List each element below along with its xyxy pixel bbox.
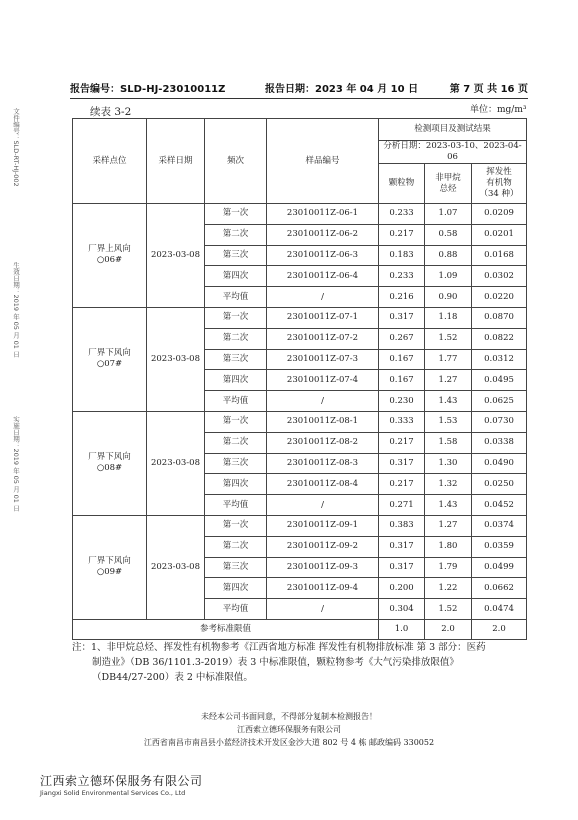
cell-nmhc: 1.79 (425, 557, 472, 578)
cell-freq: 第三次 (205, 245, 267, 266)
cell-nmhc: 1.80 (425, 536, 472, 557)
cell-pm: 0.167 (379, 370, 425, 391)
cell-nmhc: 1.58 (425, 432, 472, 453)
cell-freq: 第二次 (205, 536, 267, 557)
header-site: 采样点位 (73, 119, 147, 204)
cell-freq: 第四次 (205, 266, 267, 287)
limit-label: 参考标准限值 (73, 619, 379, 639)
cell-sample: 23010011Z-07-2 (267, 328, 379, 349)
cell-voc: 0.0220 (472, 287, 527, 308)
cell-pm: 0.230 (379, 391, 425, 412)
cell-sample: 23010011Z-06-2 (267, 224, 379, 245)
cell-voc: 0.0250 (472, 474, 527, 495)
cell-voc: 0.0312 (472, 349, 527, 370)
cell-freq: 第三次 (205, 453, 267, 474)
cell-sample: 23010011Z-07-4 (267, 370, 379, 391)
cell-freq: 第一次 (205, 515, 267, 536)
cell-freq: 第三次 (205, 349, 267, 370)
cell-pm: 0.217 (379, 432, 425, 453)
cell-pm: 0.233 (379, 266, 425, 287)
cell-pm: 0.167 (379, 349, 425, 370)
report-date: 报告日期：2023 年 04 月 10 日 (265, 84, 419, 95)
cell-sample: 23010011Z-08-1 (267, 411, 379, 432)
cell-nmhc: 1.07 (425, 204, 472, 225)
cell-nmhc: 1.27 (425, 515, 472, 536)
cell-nmhc: 1.52 (425, 599, 472, 620)
cell-freq: 平均值 (205, 391, 267, 412)
unit-label: 单位：mg/m³ (470, 105, 527, 115)
cell-freq: 第四次 (205, 578, 267, 599)
cell-pm: 0.317 (379, 536, 425, 557)
cell-pm: 0.217 (379, 224, 425, 245)
cell-sample: 23010011Z-09-4 (267, 578, 379, 599)
table-row (73, 307, 527, 328)
cell-sample: 23010011Z-07-3 (267, 349, 379, 370)
cell-pm: 0.183 (379, 245, 425, 266)
cell-limit-nmhc: 2.0 (425, 619, 472, 639)
cell-voc: 0.0499 (472, 557, 527, 578)
cell-pm: 0.383 (379, 515, 425, 536)
cell-nmhc: 1.18 (425, 307, 472, 328)
cell-voc: 0.0209 (472, 204, 527, 225)
report-number: 报告编号：SLD-HJ-23010011Z (70, 84, 226, 95)
cell-voc: 0.0201 (472, 224, 527, 245)
cell-sample: / (267, 599, 379, 620)
cell-nmhc: 1.32 (425, 474, 472, 495)
cell-voc: 0.0625 (472, 391, 527, 412)
cell-site: 厂界下风向 ○08# (73, 411, 147, 515)
header-frequency: 频次 (205, 119, 267, 204)
cell-voc: 0.0870 (472, 307, 527, 328)
cell-voc: 0.0495 (472, 370, 527, 391)
cell-pm: 0.317 (379, 557, 425, 578)
cell-voc: 0.0730 (472, 411, 527, 432)
cell-nmhc: 1.43 (425, 391, 472, 412)
cell-freq: 第一次 (205, 204, 267, 225)
cell-pm: 0.317 (379, 453, 425, 474)
cell-date: 2023-03-08 (147, 204, 205, 308)
side-implementation-date: 实施日期：2019 年 05 月 01 日 (12, 416, 20, 512)
header-sample-id: 样品编号 (267, 119, 379, 204)
limit-row (73, 619, 527, 639)
cell-voc: 0.0662 (472, 578, 527, 599)
cell-pm: 0.233 (379, 204, 425, 225)
cell-voc: 0.0359 (472, 536, 527, 557)
report-header (70, 80, 528, 96)
company-logo-cn: 江西索立德环保服务有限公司 (40, 774, 203, 788)
cell-pm: 0.317 (379, 307, 425, 328)
copy-notice: 未经本公司书面同意，不得部分复制本检测报告！ (201, 712, 377, 721)
cell-pm: 0.267 (379, 328, 425, 349)
cell-voc: 0.0302 (472, 266, 527, 287)
cell-freq: 第四次 (205, 370, 267, 391)
cell-nmhc: 1.52 (425, 328, 472, 349)
cell-sample: 23010011Z-08-2 (267, 432, 379, 453)
cell-pm: 0.200 (379, 578, 425, 599)
cell-nmhc: 1.27 (425, 370, 472, 391)
cell-sample: 23010011Z-08-3 (267, 453, 379, 474)
cell-freq: 平均值 (205, 599, 267, 620)
results-table (72, 118, 527, 640)
header-test-items: 检测项目及测试结果 (379, 119, 527, 141)
cell-nmhc: 1.09 (425, 266, 472, 287)
cell-voc: 0.0474 (472, 599, 527, 620)
cell-freq: 第一次 (205, 411, 267, 432)
header-particulate: 颗粒物 (379, 164, 425, 204)
cell-date: 2023-03-08 (147, 411, 205, 515)
cell-pm: 0.304 (379, 599, 425, 620)
cell-sample: 23010011Z-09-3 (267, 557, 379, 578)
cell-pm: 0.216 (379, 287, 425, 308)
cell-limit-voc: 2.0 (472, 619, 527, 639)
cell-sample: 23010011Z-06-4 (267, 266, 379, 287)
note-line-3: （DB44/27-200）表 2 中标准限值。 (92, 672, 253, 683)
table-note (72, 640, 528, 685)
cell-sample: 23010011Z-09-1 (267, 515, 379, 536)
cell-sample: 23010011Z-06-1 (267, 204, 379, 225)
cell-nmhc: 0.90 (425, 287, 472, 308)
header-voc: 挥发性 有机物 （34 种） (472, 164, 527, 204)
cell-pm: 0.271 (379, 495, 425, 516)
cell-voc: 0.0822 (472, 328, 527, 349)
cell-date: 2023-03-08 (147, 307, 205, 411)
note-line-2: 制造业》（DB 36/1101.3-2019）表 3 中标准限值，颗粒物参考《大气污染排放限值》 (92, 657, 459, 668)
cell-nmhc: 0.58 (425, 224, 472, 245)
cell-pm: 0.333 (379, 411, 425, 432)
table-row (73, 204, 527, 225)
cell-sample: / (267, 495, 379, 516)
cell-site: 厂界下风向 ○07# (73, 307, 147, 411)
cell-freq: 第一次 (205, 307, 267, 328)
cell-voc: 0.0452 (472, 495, 527, 516)
cell-sample: 23010011Z-07-1 (267, 307, 379, 328)
header-analysis-date: 分析日期：2023-03-10、2023-04-06 (379, 141, 527, 164)
cell-sample: / (267, 391, 379, 412)
cell-nmhc: 1.77 (425, 349, 472, 370)
cell-voc: 0.0168 (472, 245, 527, 266)
cell-site: 厂界下风向 ○09# (73, 515, 147, 619)
cell-sample: 23010011Z-09-2 (267, 536, 379, 557)
cell-nmhc: 1.53 (425, 411, 472, 432)
cell-voc: 0.0490 (472, 453, 527, 474)
header-divider (70, 98, 528, 99)
cell-freq: 第二次 (205, 224, 267, 245)
cell-freq: 第四次 (205, 474, 267, 495)
cell-voc: 0.0374 (472, 515, 527, 536)
table-title: 续表 3-2 (90, 106, 132, 118)
cell-limit-pm: 1.0 (379, 619, 425, 639)
side-effective-date: 生效日期：2019 年 05 月 01 日 (12, 262, 20, 358)
footer-address: 江西省南昌市南昌县小蓝经济技术开发区金沙大道 802 号 4 栋 邮政编码 330052 (143, 738, 435, 747)
company-logo-en: Jiangxi Solid Environmental Services Co., Ltd (40, 789, 186, 797)
cell-voc: 0.0338 (472, 432, 527, 453)
header-date: 采样日期 (147, 119, 205, 204)
header-nmhc: 非甲烷 总烃 (425, 164, 472, 204)
cell-sample: / (267, 287, 379, 308)
cell-freq: 第二次 (205, 328, 267, 349)
cell-nmhc: 0.88 (425, 245, 472, 266)
cell-date: 2023-03-08 (147, 515, 205, 619)
side-doc-number: 文件编号：SLD-RT-HJ-002 (12, 108, 20, 187)
cell-nmhc: 1.43 (425, 495, 472, 516)
cell-site: 厂界上风向 ○06# (73, 204, 147, 308)
cell-freq: 第三次 (205, 557, 267, 578)
page-number: 第 7 页 共 16 页 (449, 84, 528, 95)
note-line-1: 注：1、非甲烷总烃、挥发性有机物参考《江西省地方标准 挥发性有机物排放标准 第 3 部分：医药 (72, 642, 486, 653)
cell-pm: 0.217 (379, 474, 425, 495)
cell-sample: 23010011Z-08-4 (267, 474, 379, 495)
cell-freq: 平均值 (205, 287, 267, 308)
table-row (73, 515, 527, 536)
cell-nmhc: 1.22 (425, 578, 472, 599)
cell-nmhc: 1.30 (425, 453, 472, 474)
cell-sample: 23010011Z-06-3 (267, 245, 379, 266)
cell-freq: 第二次 (205, 432, 267, 453)
footer-company: 江西索立德环保服务有限公司 (237, 725, 341, 734)
table-row (73, 411, 527, 432)
cell-freq: 平均值 (205, 495, 267, 516)
